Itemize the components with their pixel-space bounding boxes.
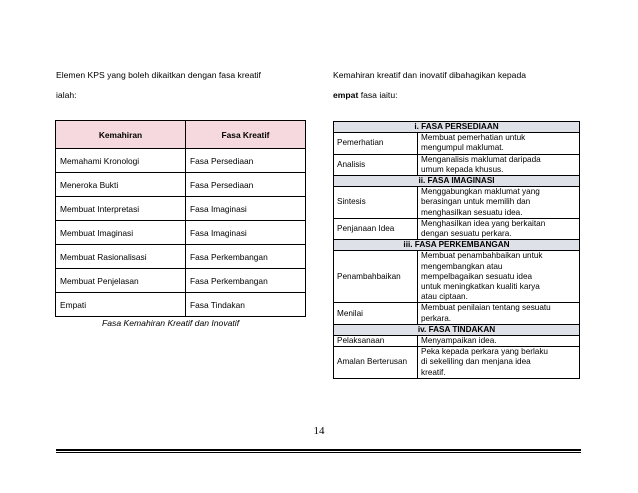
cell-skill: Membuat Rasionalisasi xyxy=(56,245,186,269)
cell-description xyxy=(418,303,580,324)
cell-skill: Memahami Kronologi xyxy=(56,149,186,173)
page-number: 14 xyxy=(313,425,325,437)
section-header-row xyxy=(334,176,580,187)
cell-phase: Fasa Perkembangan xyxy=(186,269,306,293)
cell-phase: Fasa Imaginasi xyxy=(186,221,306,245)
section-header-row xyxy=(334,324,580,335)
table-row xyxy=(334,133,580,154)
desc-line: Menyampaikan idea. xyxy=(421,336,497,346)
section-heading: i. FASA PERSEDIAAN xyxy=(334,122,580,133)
table-row xyxy=(56,245,306,269)
desc-line: berasingan untuk memilih dan xyxy=(421,197,531,207)
skills-phase-table xyxy=(55,120,306,317)
cell-skill: Membuat Interpretasi xyxy=(56,197,186,221)
left-intro-line-1: Elemen KPS yang boleh dikaitkan dengan fasa kreatif xyxy=(56,70,261,80)
cell-skill: Meneroka Bukti xyxy=(56,173,186,197)
cell-phase: Fasa Perkembangan xyxy=(186,245,306,269)
right-intro-line-2-rest: fasa iaitu: xyxy=(358,90,398,100)
cell-skill: Membuat Imaginasi xyxy=(56,221,186,245)
right-intro xyxy=(333,65,526,105)
desc-line: Menghasilkan idea yang berkaitan xyxy=(421,218,546,228)
desc-line: kreatif. xyxy=(421,367,446,377)
desc-line: mengembangkan atau xyxy=(421,261,503,271)
cell-skill: Penambahbaikan xyxy=(334,251,418,303)
table-row xyxy=(56,293,306,317)
table-row xyxy=(334,187,580,219)
cell-skill: Analisis xyxy=(334,154,418,175)
emphasis-empat: empat xyxy=(333,90,359,100)
desc-line: di sekeliling dan menjana idea xyxy=(421,357,531,367)
desc-line: mengumpul maklumat. xyxy=(421,143,504,153)
desc-line: Menganalisis maklumat daripada xyxy=(421,154,541,164)
cell-skill: Empati xyxy=(56,293,186,317)
desc-line: untuk meningkatkan kualiti karya xyxy=(421,282,540,292)
header-kemahiran: Kemahiran xyxy=(56,121,186,149)
table-row xyxy=(334,303,580,324)
desc-line: atau ciptaan. xyxy=(421,292,468,302)
footer-rule-thick xyxy=(56,449,581,451)
section-heading: iv. FASA TINDAKAN xyxy=(334,324,580,335)
cell-phase: Fasa Persediaan xyxy=(186,173,306,197)
right-intro-line-2 xyxy=(333,85,526,105)
desc-line: Peka kepada perkara yang berlaku xyxy=(421,347,548,357)
cell-description xyxy=(418,154,580,175)
phases-table xyxy=(333,121,580,379)
section-heading: ii. FASA IMAGINASI xyxy=(334,176,580,187)
table-row xyxy=(56,197,306,221)
section-header-row xyxy=(334,240,580,251)
desc-line: Membuat pemerhatian untuk xyxy=(421,133,526,143)
desc-line: Membuat penambahbaikan untuk xyxy=(421,251,543,261)
table-row xyxy=(56,173,306,197)
table-row xyxy=(56,269,306,293)
section-header-row xyxy=(334,122,580,133)
table-row xyxy=(334,347,580,379)
table-row xyxy=(56,221,306,245)
left-intro xyxy=(56,65,261,105)
right-intro-line-1: Kemahiran kreatif dan inovatif dibahagikan kepada xyxy=(333,70,527,80)
cell-skill: Sintesis xyxy=(334,187,418,219)
cell-description xyxy=(418,251,580,303)
desc-line: umum kepada khusus. xyxy=(421,164,504,174)
section-heading: iii. FASA PERKEMBANGAN xyxy=(334,240,580,251)
cell-phase: Fasa Imaginasi xyxy=(186,197,306,221)
cell-description xyxy=(418,347,580,379)
cell-skill: Pelaksanaan xyxy=(334,336,418,347)
desc-line: perkara. xyxy=(421,313,452,323)
desc-line: Membuat penilaian tentang sesuatu xyxy=(421,303,551,313)
cell-description xyxy=(418,218,580,239)
cell-phase: Fasa Persediaan xyxy=(186,149,306,173)
left-intro-line-2: ialah: xyxy=(56,90,77,100)
header-fasa-kreatif: Fasa Kreatif xyxy=(186,121,306,149)
cell-skill: Membuat Penjelasan xyxy=(56,269,186,293)
desc-line: dengan sesuatu perkara. xyxy=(421,229,512,239)
cell-skill: Amalan Berterusan xyxy=(334,347,418,379)
cell-description xyxy=(418,336,580,347)
desc-line: menghasilkan sesuatu idea. xyxy=(421,207,523,217)
table-row xyxy=(334,251,580,303)
desc-line: Menggabungkan maklumat yang xyxy=(421,187,540,197)
cell-description xyxy=(418,187,580,219)
desc-line: mempelbagaikan sesuatu idea xyxy=(421,271,533,281)
table-header-row xyxy=(56,121,306,149)
table-row xyxy=(56,149,306,173)
table-row xyxy=(334,336,580,347)
table-row xyxy=(334,154,580,175)
cell-skill: Pemerhatian xyxy=(334,133,418,154)
cell-skill: Penjanaan Idea xyxy=(334,218,418,239)
cell-description xyxy=(418,133,580,154)
cell-skill: Menilai xyxy=(334,303,418,324)
table-caption: Fasa Kemahiran Kreatif dan Inovatif xyxy=(102,318,240,328)
cell-phase: Fasa Tindakan xyxy=(186,293,306,317)
footer-rule-thin xyxy=(56,452,581,453)
table-row xyxy=(334,218,580,239)
